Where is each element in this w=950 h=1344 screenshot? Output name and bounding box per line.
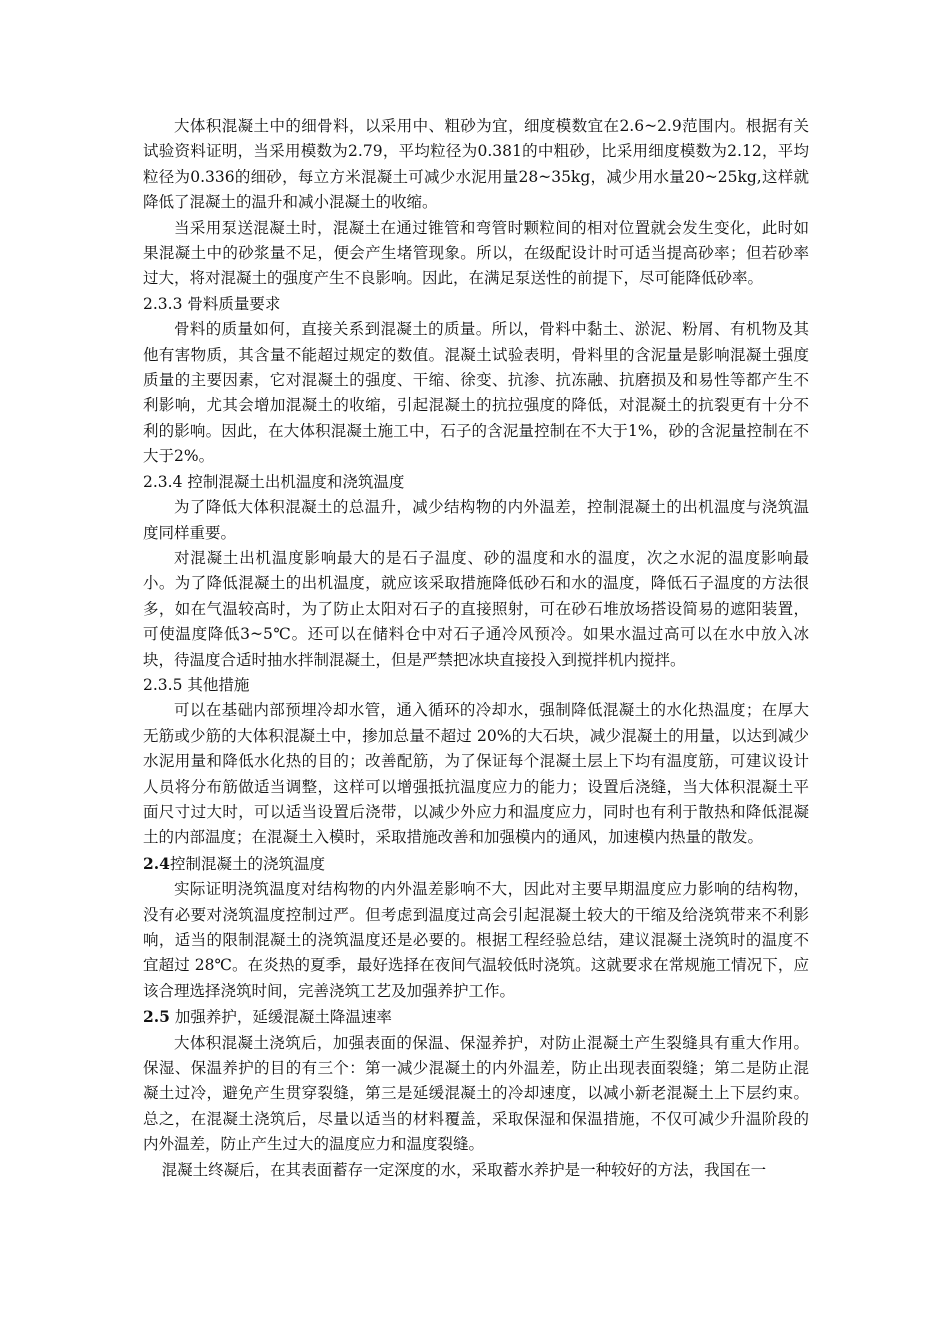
section-heading-2-3-3 <box>143 292 809 317</box>
section-heading-2-3-4 <box>143 470 809 495</box>
paragraph-water-curing: 混凝土终凝后，在其表面蓄存一定深度的水，采取蓄水养护是一种较好的方法，我国在一 <box>161 1160 767 1179</box>
paragraph-pumped-concrete: 当采用泵送混凝土时，混凝土在通过锥管和弯管时颗粒间的相对位置就会发生变化，此时如果混凝土中的砂浆量不足，便会产生堵管现象。所以，在级配设计时可适当提高砂率；但若砂率过大，将对混凝土的强度产生不良影响。因此，在满足泵送性的前提下，尽可能降低砂率。 <box>143 218 809 288</box>
paragraph-fine-aggregate: 大体积混凝土中的细骨料，以采用中、粗砂为宜，细度模数宜在2.6~2.9范围内。根据有关试验资料证明，当采用模数为2.79，平均粒径为0.381的中粗砂，比采用细度模数为2.12，平均粒径为0.336的细砂，每立方米混凝土可减少水泥用量28~35kg，减少用水量20~25kg,这样就降低了混凝土的温升和减小混凝土的收缩。 <box>143 117 809 212</box>
section-number: 2.3.4 <box>143 472 183 491</box>
paragraph-other-measures: 可以在基础内部预埋冷却水管，通入循环的冷却水，强制降低混凝土的水化热温度；在厚大无筋或少筋的大体积混凝土中，掺加总量不超过 20%的大石块，减少混凝土的用量，以达到减少水泥用量和降低水化热的目的；改善配筋，为了保证每个混凝土层上下均有温度筋，可建议设计人员将分布筋做适当调整，这样可以增强抵抗温度应力的能力；设置后浇缝，当大体积混凝土平面尺寸过大时，可以适当设置后浇带，以减少外应力和温度应力，同时也有利于散热和降低混凝土的内部温度；在混凝土入模时，采取措施改善和加强模内的通风，加速模内热量的散发。 <box>143 701 809 847</box>
section-title: 控制混凝土出机温度和浇筑温度 <box>187 472 405 491</box>
section-number: 2.3.3 <box>143 294 183 313</box>
section-number: 2.5 <box>143 1007 170 1027</box>
section-title: 控制混凝土的浇筑温度 <box>169 854 325 873</box>
paragraph-temperature-intro: 为了降低大体积混凝土的总温升，减少结构物的内外温差，控制混凝土的出机温度与浇筑温度同样重要。 <box>143 498 809 542</box>
paragraph-aggregate-quality: 骨料的质量如何，直接关系到混凝土的质量。所以，骨料中黏土、淤泥、粉屑、有机物及其他有害物质，其含量不能超过规定的数值。混凝土试验表明，骨料里的含泥量是影响混凝土强度质量的主要因素，它对混凝土的强度、干缩、徐变、抗渗、抗冻融、抗磨损及和易性等都产生不利影响，尤其会增加混凝土的收缩，引起混凝土的抗拉强度的降低，对混凝土的抗裂更有十分不利的影响。因此，在大体积混凝土施工中，石子的含泥量控制在不大于1%，砂的含泥量控制在不大于2%。 <box>143 320 809 466</box>
section-number: 2.3.5 <box>143 675 183 694</box>
section-heading-2-5 <box>143 1004 809 1030</box>
section-heading-2-4 <box>143 851 809 877</box>
section-heading-2-3-5 <box>143 673 809 698</box>
section-title: 加强养护，延缓混凝土降温速率 <box>174 1008 392 1027</box>
paragraph-pouring-temperature: 实际证明浇筑温度对结构物的内外温差影响不大，因此对主要早期温度应力影响的结构物，没有必要对浇筑温度控制过严。但考虑到温度过高会引起混凝土较大的干缩及给浇筑带来不利影响，适当的限制混凝土的浇筑温度还是必要的。根据工程经验总结，建议混凝土浇筑时的温度不宜超过 28℃。在炎热的夏季，最好选择在夜间气温较低时浇筑。这就要求在常规施工情况下，应该合理选择浇筑时间，完善浇筑工艺及加强养护工作。 <box>143 880 809 1000</box>
paragraph-curing: 大体积混凝土浇筑后，加强表面的保温、保湿养护，对防止混凝土产生裂缝具有重大作用。保湿、保温养护的目的有三个：第一减少混凝土的内外温差，防止出现表面裂缝；第二是防止混凝土过冷，避免产生贯穿裂缝，第三是延缓混凝土的冷却速度，以减小新老混凝土上下层约束。总之，在混凝土浇筑后，尽量以适当的材料覆盖，采取保湿和保温措施，不仅可减少升温阶段的内外温差，防止产生过大的温度应力和温度裂缝。 <box>143 1033 809 1154</box>
section-title: 其他措施 <box>187 675 250 694</box>
section-title: 骨料质量要求 <box>187 294 281 313</box>
paragraph-outlet-temperature: 对混凝土出机温度影响最大的是石子温度、砂的温度和水的温度，次之水泥的温度影响最小。为了降低混凝土的出机温度，就应该采取措施降低砂石和水的温度，降低石子温度的方法很多，如在气温较高时，为了防止太阳对石子的直接照射，可在砂石堆放场搭设简易的遮阳装置，可使温度降低3~5℃。还可以在储料仓中对石子通冷风预冷。如果水温过高可以在水中放入冰块，待温度合适时抽水拌制混凝土，但是严禁把冰块直接投入到搅拌机内搅拌。 <box>143 548 809 669</box>
section-number: 2.4 <box>143 853 170 873</box>
document-page <box>143 114 809 1183</box>
